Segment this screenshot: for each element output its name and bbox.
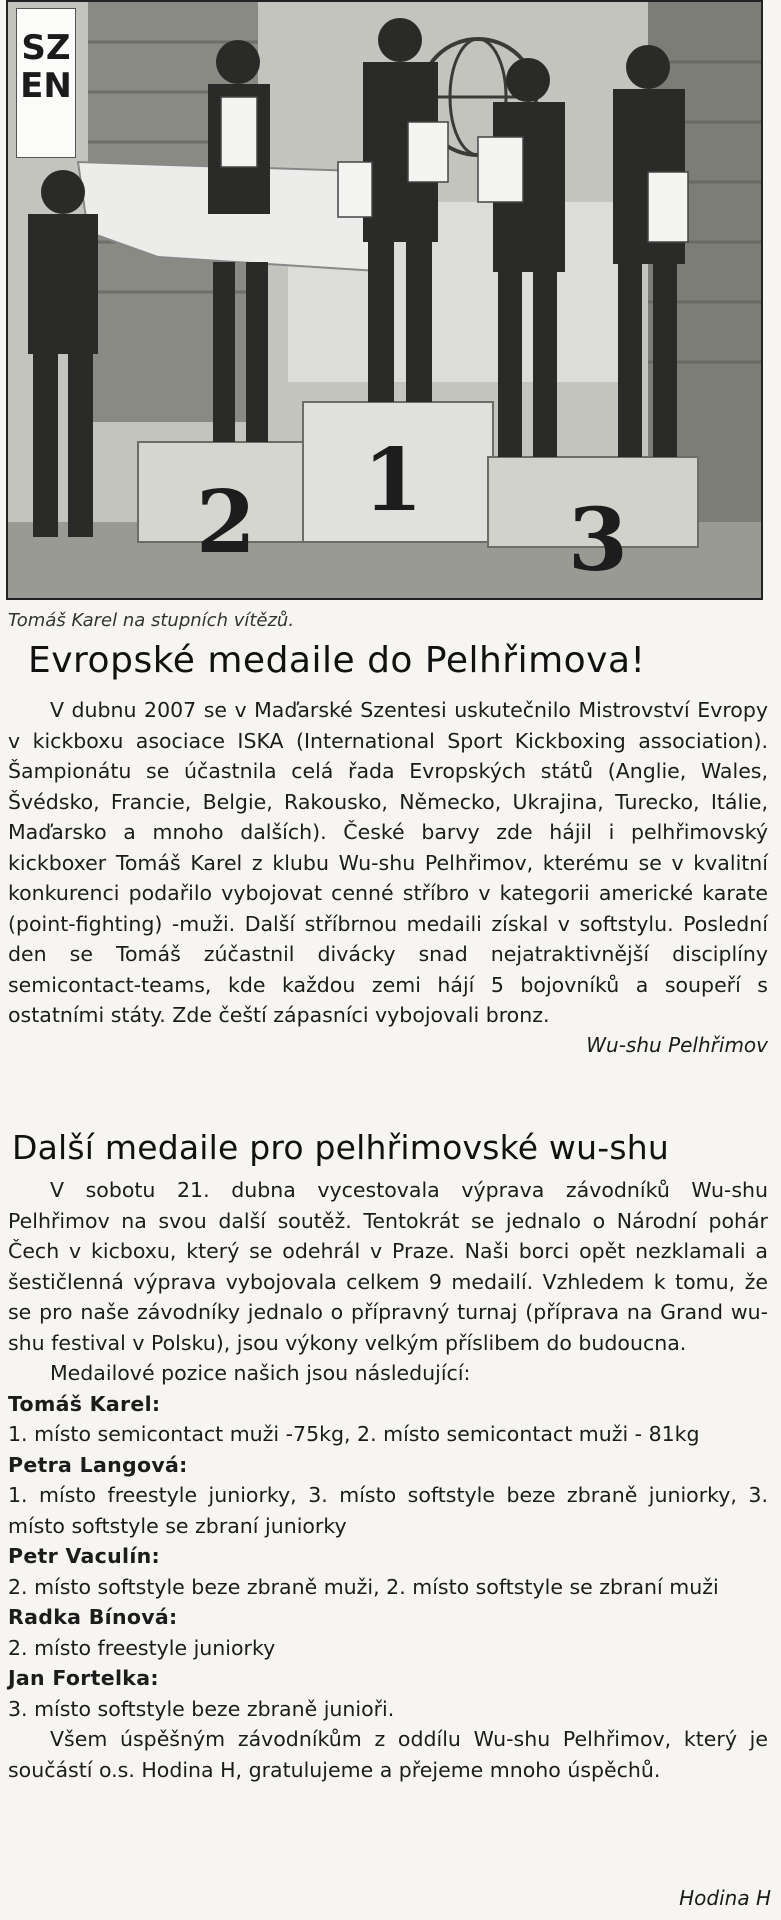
article2-intro: V sobotu 21. dubna vycestovala výprava závodníků Wu-shu Pelhřimov na svou další soutěž. Tentokrát se jednalo o Národní pohár Čech v kicboxu, který se odehrál v Praze. Naši borci opět nezklamali a šestičlenná výprava vybojovala celkem 9 medailí. Vzhledem k tomu, že se pro naše závodníky jednalo o přípravný turnaj (příprava na Grand wu-shu festival v Polsku), jsou výkony velkým příslibem do budoucna. xyxy=(8,1178,768,1355)
result-text: 1. místo freestyle juniorky, 3. místo softstyle beze zbraně juniorky, 3. místo softstyle se zbraní juniorky xyxy=(8,1483,768,1538)
result-text: 1. místo semicontact muži -75kg, 2. místo semicontact muži - 81kg xyxy=(8,1422,700,1446)
result-text: 2. místo freestyle juniorky xyxy=(8,1635,276,1660)
article1 xyxy=(8,695,768,1059)
photo-caption: Tomáš Karel na stupních vítězů. xyxy=(8,610,295,631)
result-name: Radka Bínová: xyxy=(8,1605,178,1629)
results-heading: Medailové pozice našich jsou následující: xyxy=(50,1361,471,1385)
article1-title: Evropské medaile do Pelhřimova! xyxy=(28,640,646,681)
result-name: Jan Fortelka: xyxy=(8,1666,159,1690)
article1-signature: Wu-shu Pelhřimov xyxy=(586,1032,768,1057)
article2 xyxy=(8,1175,768,1785)
podium-place-2: 2 xyxy=(196,472,256,573)
result-text: 3. místo softstyle beze zbraně junioři. xyxy=(8,1696,395,1721)
article2-signature: Hodina H xyxy=(679,1886,771,1910)
article1-body: V dubnu 2007 se v Maďarské Szentesi uskutečnilo Mistrovství Evropy v kickboxu asociace ISKA (International Sport Kickboxing association). Šampionátu se účastnila celá řada Evropských států (Anglie, Wales, Švédsko, Francie, Belgie, Rakousko, Německo, Ukrajina, Turecko, Itálie, Maďarsko a mnoho dalších). České barvy zde hájil i pelhřimovský kickboxer Tomáš Karel z klubu Wu-shu Pelhřimov, kterému se v kvalitní konkurenci podařilo vybojovat cenné stříbro v kategorii americké karate (point-fighting) -muži. Další stříbrnou medaili získal v softstylu. Poslední den se Tomáš zúčastnil divácky snad nejatraktivnější disciplíny semicontact-teams, kde každou zemi hájí 5 bojovníků a soupeří s ostatními státy. Zde čeští zápasníci vybojovali bronz. xyxy=(8,698,768,1027)
podium-place-1: 1 xyxy=(363,430,423,531)
podium-place-3: 3 xyxy=(568,490,628,591)
szen-banner: SZEN xyxy=(16,8,76,158)
podium-photo xyxy=(6,0,763,600)
result-text: 2. místo softstyle beze zbraně muži, 2. místo softstyle se zbraní muži xyxy=(8,1574,719,1599)
article2-closing: Všem úspěšným závodníkům z oddílu Wu-shu Pelhřimov, který je součástí o.s. Hodina H, gratulujeme a přejeme mnoho úspěchů. xyxy=(8,1727,768,1782)
article2-title: Další medaile pro pelhřimovské wu-shu xyxy=(12,1128,669,1167)
result-name: Petra Langová: xyxy=(8,1452,188,1477)
result-name: Petr Vaculín: xyxy=(8,1544,161,1568)
result-name: Tomáš Karel: xyxy=(8,1391,161,1416)
